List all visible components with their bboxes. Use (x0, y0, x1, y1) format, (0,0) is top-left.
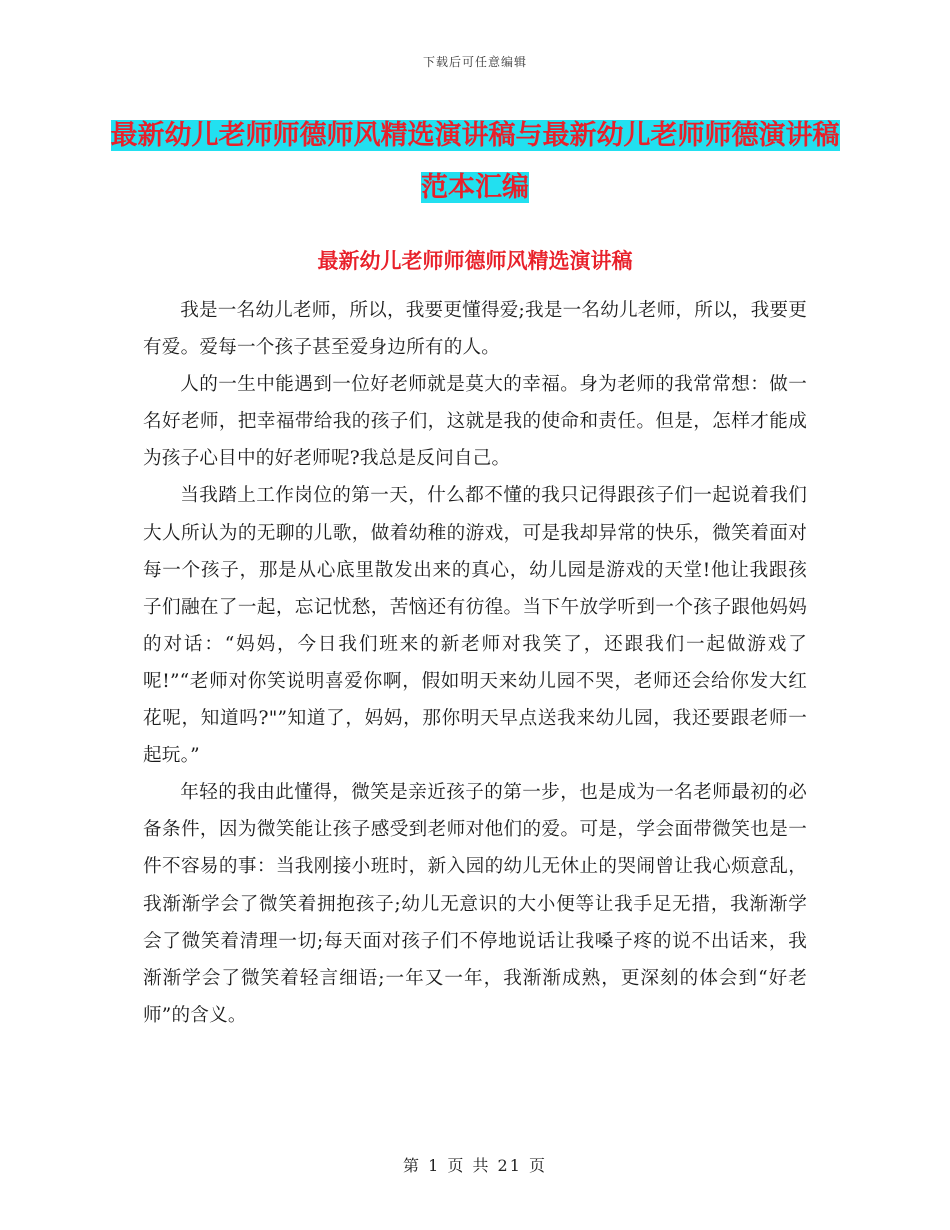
paragraph: 人的一生中能遇到一位好老师就是莫大的幸福。身为老师的我常常想：做一名好老师，把幸福带给我的孩子们，这就是我的使命和责任。但是，怎样才能成为孩子心目中的好老师呢?我总是反问自己。 (143, 374, 807, 470)
document-title (100, 110, 850, 214)
page-footer: 第 1 页 共 21 页 (403, 1156, 547, 1175)
paragraph: 当我踏上工作岗位的第一天，什么都不懂的我只记得跟孩子们一起说着我们大人所认为的无聊的儿歌，做着幼稚的游戏，可是我却异常的快乐，微笑着面对每一个孩子，那是从心底里散发出来的真心，幼儿园是游戏的天堂!他让我跟孩子们融在了一起，忘记忧愁，苦恼还有彷徨。当下午放学听到一个孩子跟他妈妈的对话：“妈妈，今日我们班来的新老师对我笑了，还跟我们一起做游戏了呢!”“老师对你笑说明喜爱你啊，假如明天来幼儿园不哭，老师还会给你发大红花呢，知道吗?"”知道了，妈妈，那你明天早点送我来幼儿园，我还要跟老师一起玩。” (143, 485, 807, 767)
paragraph: 年轻的我由此懂得，微笑是亲近孩子的第一步，也是成为一名老师最初的必备条件，因为微笑能让孩子感受到老师对他们的爱。可是，学会面带微笑也是一件不容易的事：当我刚接小班时，新入园的幼儿无休止的哭闹曾让我心烦意乱，我渐渐学会了微笑着拥抱孩子;幼儿无意识的大小便等让我手足无措，我渐渐学会了微笑着清理一切;每天面对孩子们不停地说话让我嗓子疼的说不出话来，我渐渐学会了微笑着轻言细语;一年又一年，我渐渐成熟，更深刻的体会到“好老师”的含义。 (143, 782, 807, 1026)
header-note: 下载后可任意编辑 (422, 55, 527, 69)
paragraph: 我是一名幼儿老师，所以，我要更懂得爱;我是一名幼儿老师，所以，我要更有爱。爱每一个孩子甚至爱身边所有的人。 (143, 300, 807, 359)
body-text (143, 292, 807, 1034)
document-title-text: 最新幼儿老师师德师风精选演讲稿与最新幼儿老师师德演讲稿范本汇编 (110, 120, 840, 203)
section-title: 最新幼儿老师师德师风精选演讲稿 (317, 249, 633, 273)
